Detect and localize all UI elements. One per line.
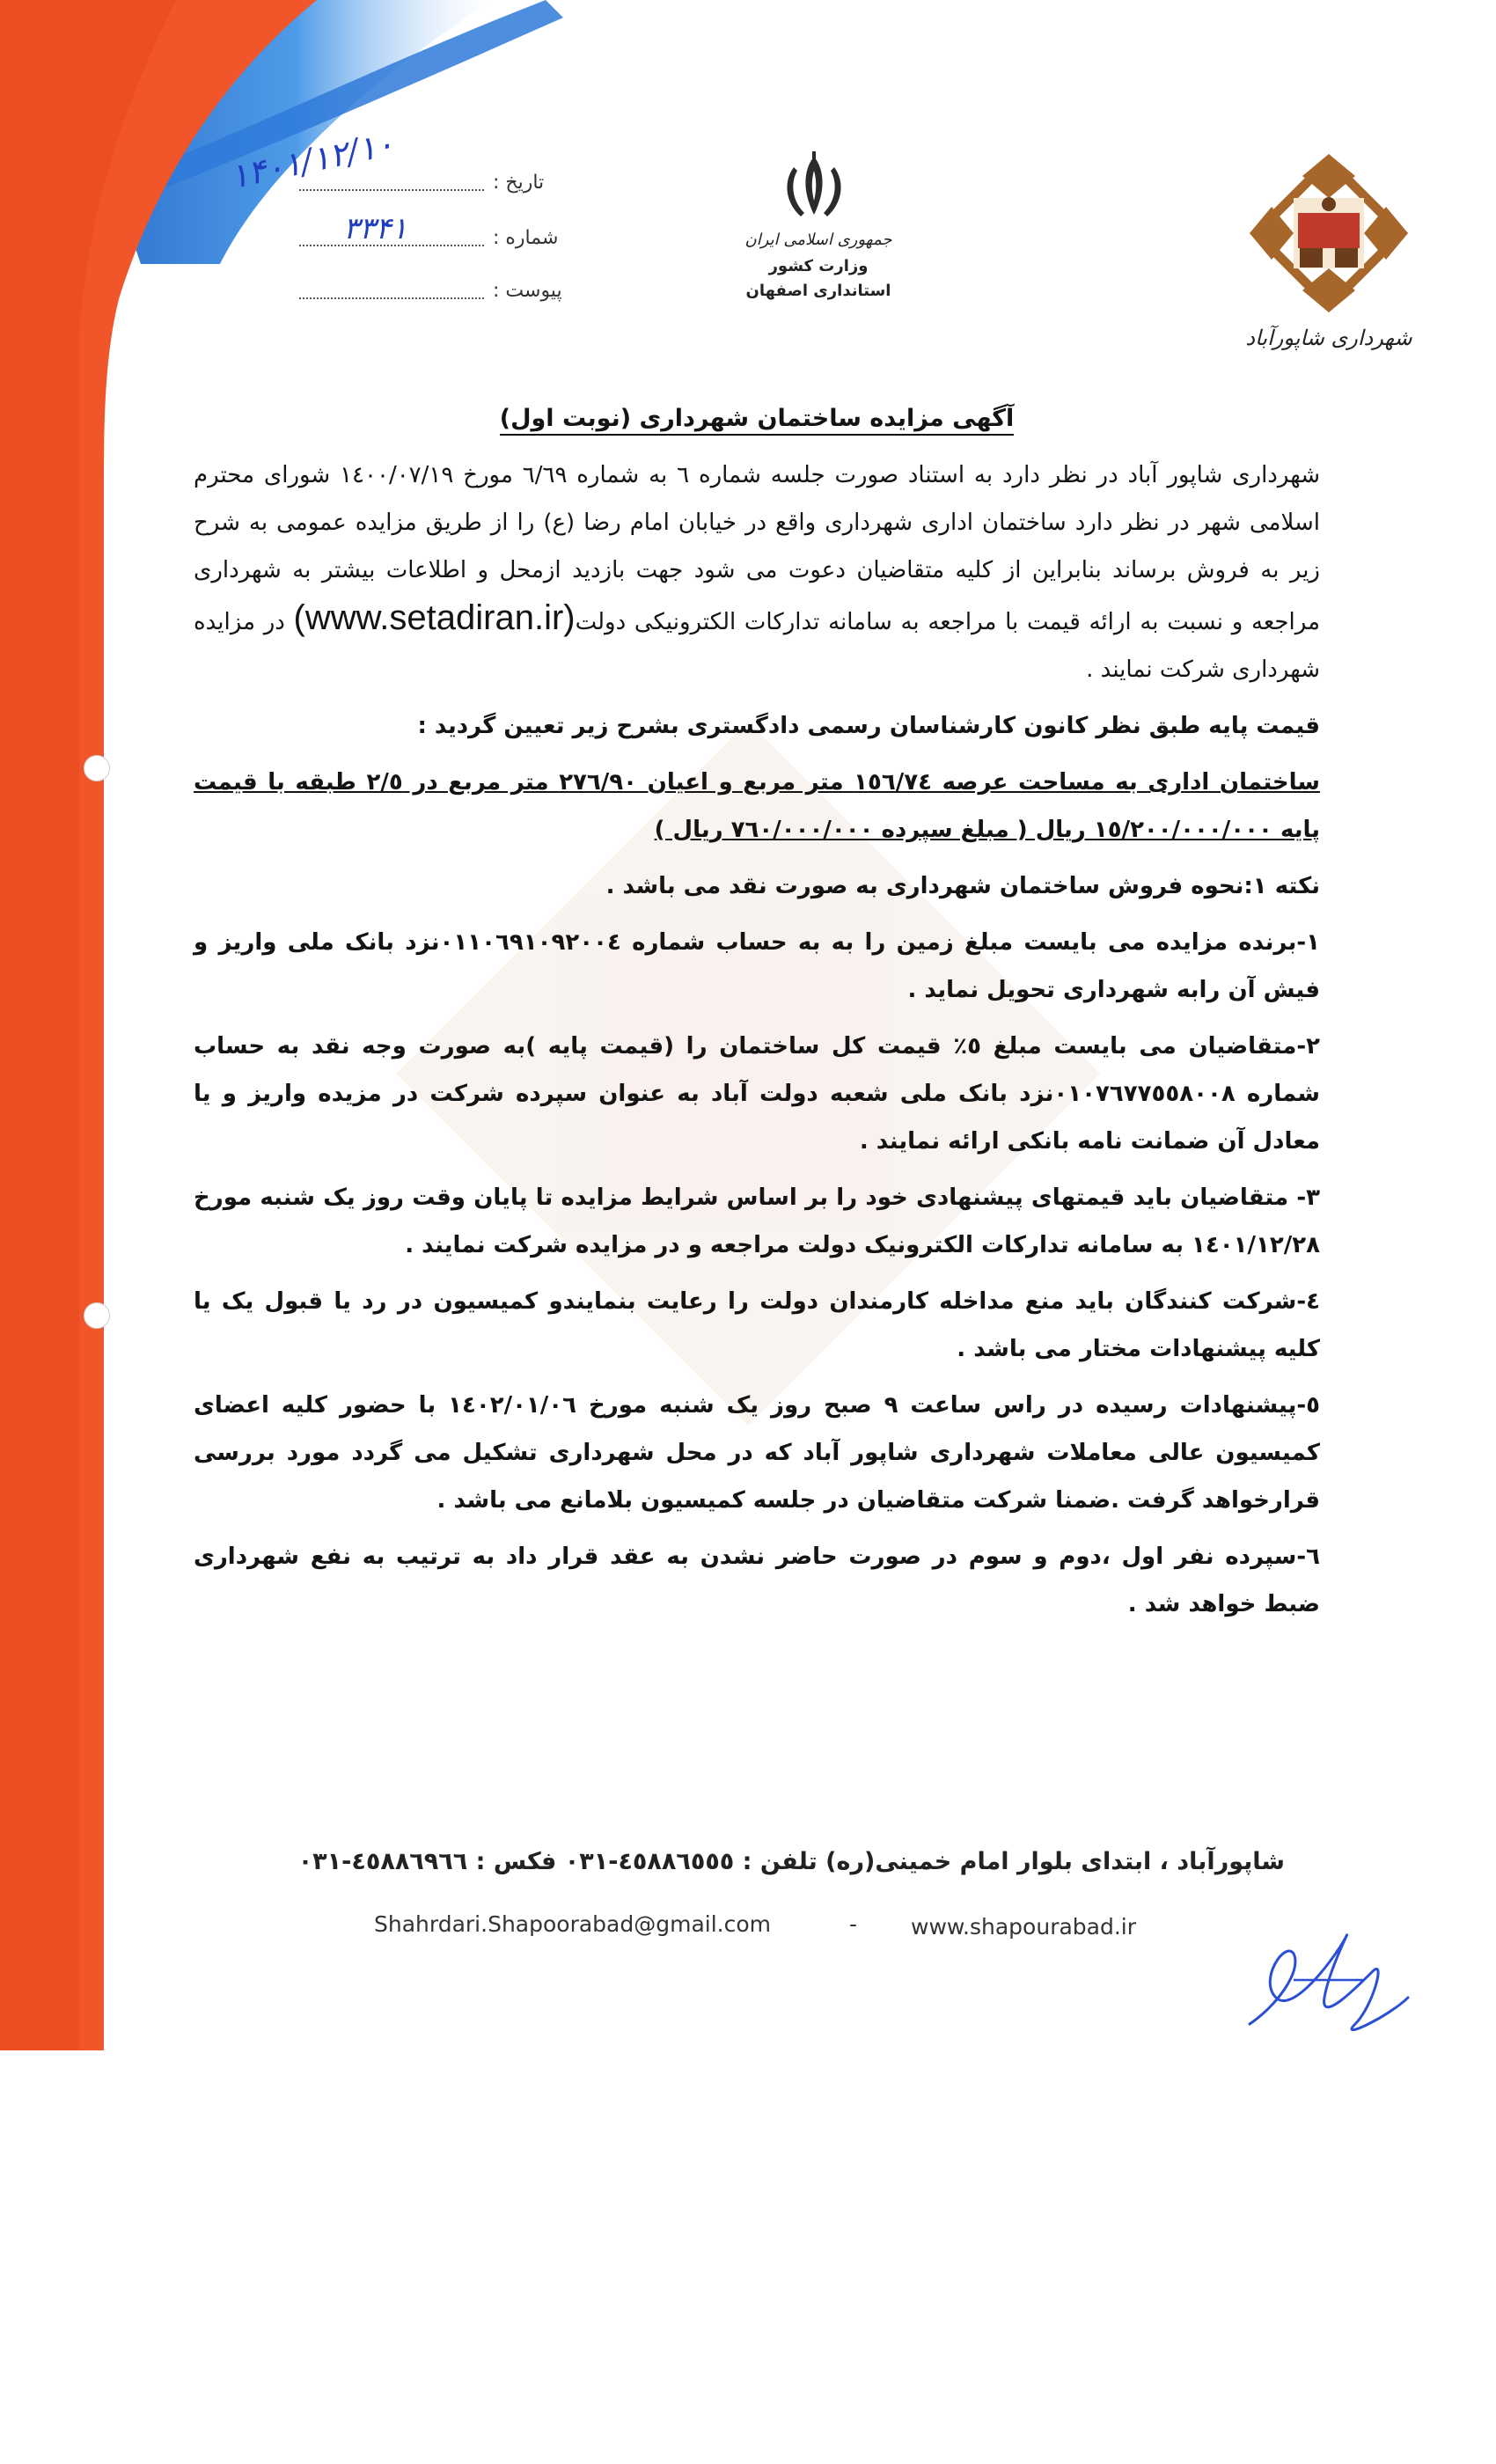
footer-email[interactable]: Shahrdari.Shapoorabad@gmail.com [374, 1911, 772, 1937]
note-1: نکته ١:نحوه فروش ساختمان شهرداری به صورت نقد می باشد . [605, 873, 1320, 899]
condition-item-6: ٦-سپرده نفر اول ،دوم و سوم در صورت حاضر نشدن به عقد قرار داد به ترتیب به نفع شهرداری ضبط خواهد شد . [194, 1544, 1320, 1617]
base-price-line: قیمت پایه طبق نظر کانون کارشناسان رسمی دادگستری بشرح زیر تعیین گردید : [417, 713, 1320, 739]
emblem-line-3: استانداری اصفهان [745, 282, 891, 300]
condition-item-5: ٥-پیشنهادات رسیده در راس ساعت ٩ صبح روز یک شنبه مورخ ١٤٠٢/٠١/٠٦ با حضور کلیه اعضای کمیسیون عالی معاملات شهرداری شاپور آباد که در محل شهرداری تشکیل می گردد مورد بررسی قرارخواهد گرفت .ضمنا شرکت متقاضیان در جلسه کمیسیون بلامانع می باشد . [194, 1392, 1320, 1514]
condition-item-2: ٢-متقاضیان می بایست مبلغ ٥٪ قیمت کل ساختمان را (قیمت پایه )به صورت وجه نقد به حساب شماره ٠١٠٧٦٧٧٥٥٨٠٠٨نزد بانک ملی شعبه دولت آباد به عنوان سپرده شرکت در مزیده واریز و یا معادل آن ضمانت نامه بانکی ارائه نمایند . [194, 1033, 1320, 1155]
footer-address: شاپورآباد ، ابتدای بلوار امام خمینی(ره) تلفن : ٤٥٨٨٦٥٥٥-٠٣١ فکس : ٤٥٨٨٦٩٦٦-٠٣١ [297, 1848, 1285, 1875]
intro-end-text: در مزایده شهرداری شرکت نمایند . [194, 609, 1320, 683]
municipality-logo-icon [1245, 150, 1412, 317]
setadiran-link[interactable]: (www.setadiran.ir) [293, 598, 576, 637]
condition-item-1: ١-برنده مزایده می بایست مبلغ زمین را به به حساب شماره ٠١١٠٦٩١٠٩٢٠٠٤نزد بانک ملی واریز و فیش آن رابه شهرداری تحویل نماید . [194, 929, 1320, 1003]
notice-body [194, 405, 1320, 1637]
date-handwritten: ۱۴۰۱/۱۲/۱۰ [226, 123, 398, 197]
footer-separator: - [849, 1911, 858, 1937]
punch-hole-bottom [84, 1302, 110, 1329]
notice-title [194, 405, 1320, 432]
number-label: شماره : [493, 227, 559, 249]
emblem-line-1: جمهوری اسلامی ایران [744, 231, 892, 249]
date-label: تاریخ : [493, 172, 545, 194]
punch-hole-top [84, 755, 110, 781]
building-description: ساختمان اداری به مساحت عرصه ١٥٦/٧٤ متر مربع و اعیان ٢٧٦/٩٠ متر مربع در ٢/٥ طبقه با قیمت پایه ١٥/٢٠٠/٠٠٠/٠٠٠ ریال ( مبلغ سپرده ٧٦٠/٠٠٠/٠٠٠ ریال ) [194, 769, 1321, 843]
footer-website[interactable]: www.shapourabad.ir [911, 1914, 1137, 1940]
intro-text: شهرداری شاپور آباد در نظر دارد به استناد صورت جلسه شماره ٦ به شماره ٦/٦٩ مورخ ١٤٠٠/٠٧/١٩ شورای محترم اسلامی شهر در نظر دارد ساختمان اداری شهرداری واقع در خیابان امام رضا (ع) را از طریق مزایده عمومی به شرح زیر به فروش برساند بنابراین از کلیه متقاضیان دعوت می شود جهت بازدید ازمحل و اطلاعات بیشتر به شهرداری مراجعه و نسبت به ارائه قیمت با مراجعه به سامانه تدارکات الکترونیکی دولت [194, 462, 1320, 635]
iran-emblem-icon [774, 150, 854, 229]
number-handwritten: ۳۳۴۱ [343, 211, 408, 246]
notice-intro [194, 451, 1320, 693]
attachment-label: پیوست : [493, 280, 562, 302]
condition-item-4: ٤-شرکت کنندگان باید منع مداخله کارمندان دولت را رعایت بنمایندو کمیسیون در رد یا قبول یک یا کلیه پیشنهادات مختار می باشد . [194, 1288, 1320, 1362]
condition-item-3: ٣- متقاضیان باید قیمتهای پیشنهادی خود را بر اساس شرایط مزایده تا پایان وقت روز یک شنبه مورخ ١٤٠١/١٢/٢٨ به سامانه تدارکات الکترونیک دولت مراجعه و در مزایده شرکت نمایند . [194, 1184, 1320, 1258]
notice-title-text: آگهی مزایده ساختمان شهرداری (نوبت اول) [500, 405, 1015, 436]
logo-caption: شهرداری شاپورآباد [1245, 326, 1412, 350]
emblem-line-2: وزارت کشور [768, 257, 869, 275]
attachment-dots [299, 280, 484, 299]
signature-scribble [1241, 1918, 1417, 2050]
